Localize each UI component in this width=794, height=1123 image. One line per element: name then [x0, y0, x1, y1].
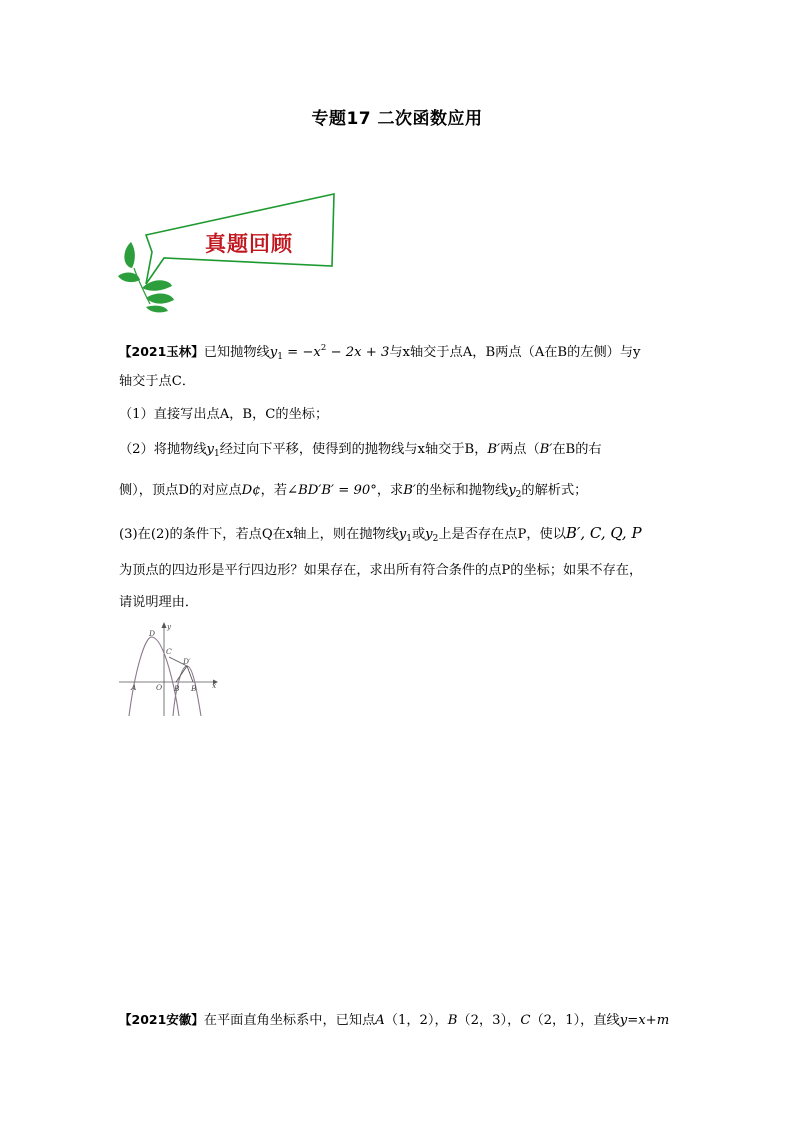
label-a: A	[131, 683, 137, 692]
problem1-line1	[119, 339, 641, 366]
problem1-part3-line3: 请说明理由．	[119, 595, 199, 610]
page-title: 专题17 二次函数应用	[311, 109, 483, 129]
problem1-tag: 【2021玉林】	[119, 344, 204, 359]
label-c: C	[166, 647, 172, 656]
label-d: D	[149, 629, 156, 638]
banner-label: 真题回顾	[205, 232, 293, 256]
equation-y1: $y_1 = -x^2 - 2x + 3$	[269, 343, 390, 362]
problem1-part3-line2: 为顶点的四边形是平行四边形？如果存在，求出所有符合条件的点P的坐标；如果不存在，	[119, 563, 643, 578]
problem1-line2: 轴交于点C．	[119, 374, 196, 389]
label-x: x	[212, 681, 217, 690]
label-y: y	[167, 623, 171, 631]
problem1-text-cont: 与x轴交于点A，B两点（A在B的左侧）与y	[389, 345, 641, 360]
label-bprime: B	[191, 684, 197, 693]
leaf-5	[146, 306, 168, 313]
leaf-1	[124, 242, 135, 268]
label-dprime: D′	[183, 657, 191, 666]
parabola-figure	[119, 620, 219, 716]
problem1-part1: （1）直接写出点A，B，C的坐标；	[119, 407, 329, 422]
label-b: B	[174, 684, 180, 693]
problem1-part3-line1: (3)在(2)的条件下，若点Q在x轴上，则在抛物线$y_1$或$y_2$上是否存在点P，使以B′, C, Q, P	[119, 524, 642, 544]
problem2-tag: 【2021安徽】	[119, 1012, 204, 1027]
label-o: O	[156, 683, 163, 692]
problem2-line1: 【2021安徽】在平面直角坐标系中，已知点A（1，2），B（2，3），C（2，1），直线y=x+m	[119, 1012, 670, 1028]
leaf-4	[146, 294, 174, 304]
problem1-text: 已知抛物线	[203, 345, 270, 360]
problem1-part2-line1: （2）将抛物线$y_1$经过向下平移，使得到的抛物线与x轴交于B，B′两点（B′在B的右	[119, 442, 602, 459]
segment-b-dprime	[176, 666, 187, 682]
problem1-part2-line2: 侧），顶点D的对应点D¢，若∠BD′B′ = 90°，求B′的坐标和抛物线$y_2$的解析式；	[119, 483, 588, 500]
y-axis-arrow	[162, 622, 167, 628]
